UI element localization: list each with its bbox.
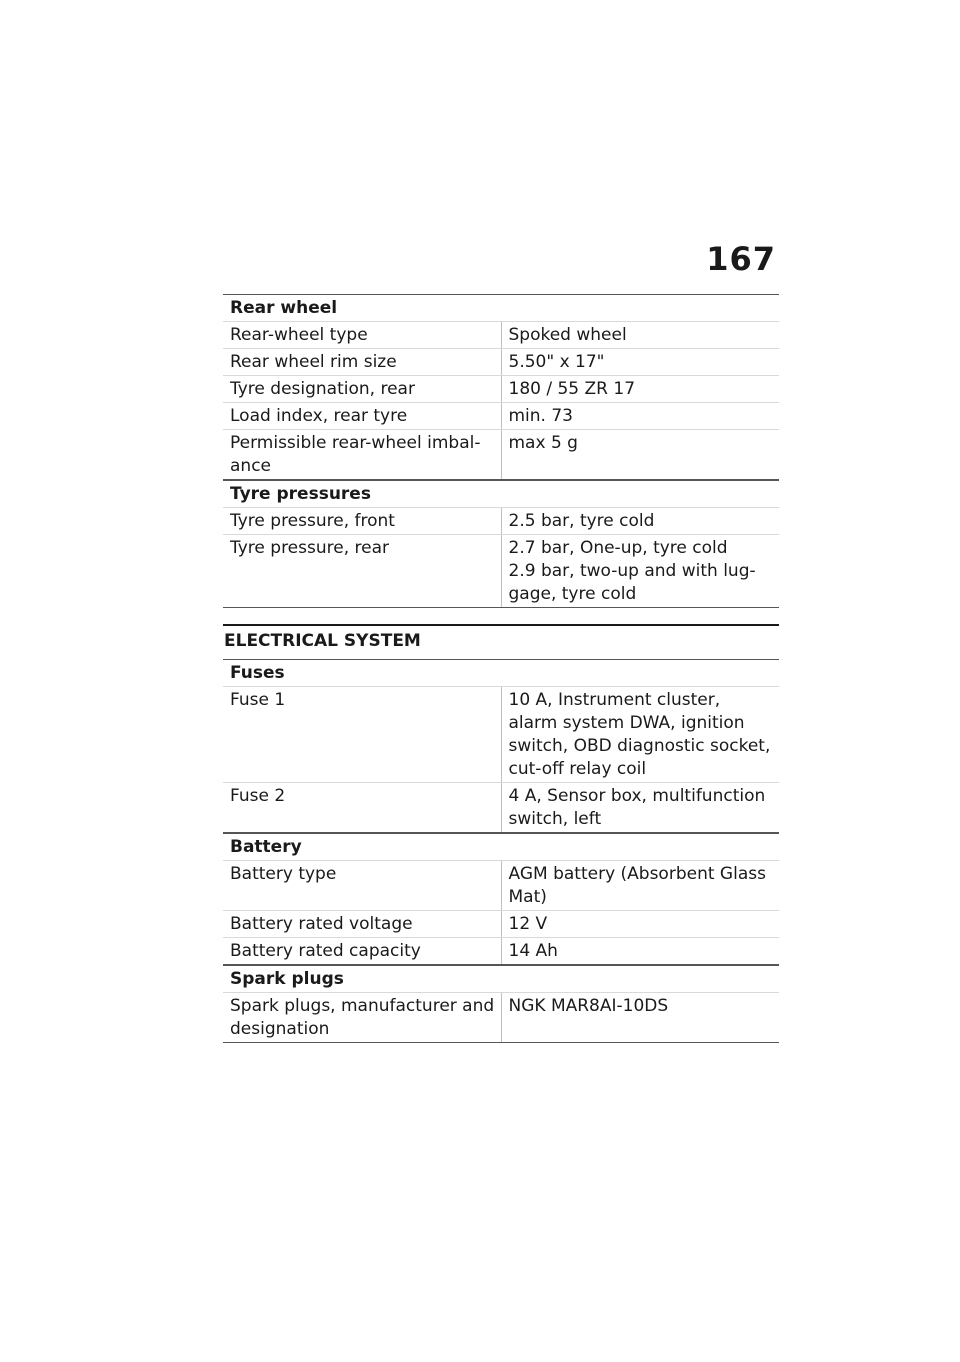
tyre-pressures-heading: Tyre pressures bbox=[223, 481, 779, 508]
spec-label: Battery rated voltage bbox=[223, 911, 501, 938]
table-row bbox=[223, 508, 779, 535]
fuses-heading: Fuses bbox=[223, 660, 779, 687]
spec-label: Battery rated capacity bbox=[223, 938, 501, 965]
spec-label: Permissible rear-wheel imbal-ance bbox=[223, 430, 501, 480]
spec-value: 14 Ah bbox=[501, 938, 779, 965]
table-row bbox=[223, 911, 779, 938]
tyre-pressures-table bbox=[223, 480, 779, 608]
table-row bbox=[223, 535, 779, 608]
spec-value: 10 A, Instrument cluster, alarm system DWA, ignition switch, OBD diagnostic socket, cut-off relay coil bbox=[501, 687, 779, 783]
spec-value: min. 73 bbox=[501, 403, 779, 430]
table-row bbox=[223, 430, 779, 480]
spec-label: Fuse 2 bbox=[223, 783, 501, 833]
spec-value: max 5 g bbox=[501, 430, 779, 480]
spec-value: Spoked wheel bbox=[501, 322, 779, 349]
table-row bbox=[223, 403, 779, 430]
table-row bbox=[223, 349, 779, 376]
spec-value: 4 A, Sensor box, multifunction switch, left bbox=[501, 783, 779, 833]
table-row bbox=[223, 861, 779, 911]
spec-value: 2.5 bar, tyre cold bbox=[501, 508, 779, 535]
fuses-table bbox=[223, 659, 779, 833]
spec-label: Tyre designation, rear bbox=[223, 376, 501, 403]
table-row bbox=[223, 687, 779, 783]
page-number: 167 bbox=[706, 240, 776, 278]
spec-value bbox=[501, 535, 779, 608]
spec-value: 12 V bbox=[501, 911, 779, 938]
spec-label: Tyre pressure, front bbox=[223, 508, 501, 535]
table-row bbox=[223, 783, 779, 833]
spec-label: Tyre pressure, rear bbox=[223, 535, 501, 608]
section-title: ELECTRICAL SYSTEM bbox=[224, 631, 421, 651]
rear-wheel-table bbox=[223, 294, 779, 480]
spec-label: Rear wheel rim size bbox=[223, 349, 501, 376]
spec-value-line: 2.7 bar, One-up, tyre cold bbox=[508, 538, 728, 558]
spec-label: Rear-wheel type bbox=[223, 322, 501, 349]
table-row bbox=[223, 322, 779, 349]
spec-label: Spark plugs, manufacturer and designation bbox=[223, 993, 501, 1043]
electrical-system-section bbox=[223, 624, 779, 1043]
spark-plugs-table bbox=[223, 965, 779, 1043]
spec-value: 5.50" x 17" bbox=[501, 349, 779, 376]
spec-value: NGK MAR8AI-10DS bbox=[501, 993, 779, 1043]
spec-value: AGM battery (Absorbent Glass Mat) bbox=[501, 861, 779, 911]
spec-label: Fuse 1 bbox=[223, 687, 501, 783]
battery-heading: Battery bbox=[223, 834, 779, 861]
spec-label: Load index, rear tyre bbox=[223, 403, 501, 430]
spec-value: 180 / 55 ZR 17 bbox=[501, 376, 779, 403]
table-row bbox=[223, 376, 779, 403]
spec-value-line: 2.9 bar, two-up and with lug-gage, tyre cold bbox=[508, 561, 756, 604]
page-content bbox=[223, 294, 779, 1043]
rear-wheel-heading: Rear wheel bbox=[223, 295, 779, 322]
table-row bbox=[223, 938, 779, 965]
spec-label: Battery type bbox=[223, 861, 501, 911]
battery-table bbox=[223, 833, 779, 965]
table-row bbox=[223, 993, 779, 1043]
spark-plugs-heading: Spark plugs bbox=[223, 966, 779, 993]
